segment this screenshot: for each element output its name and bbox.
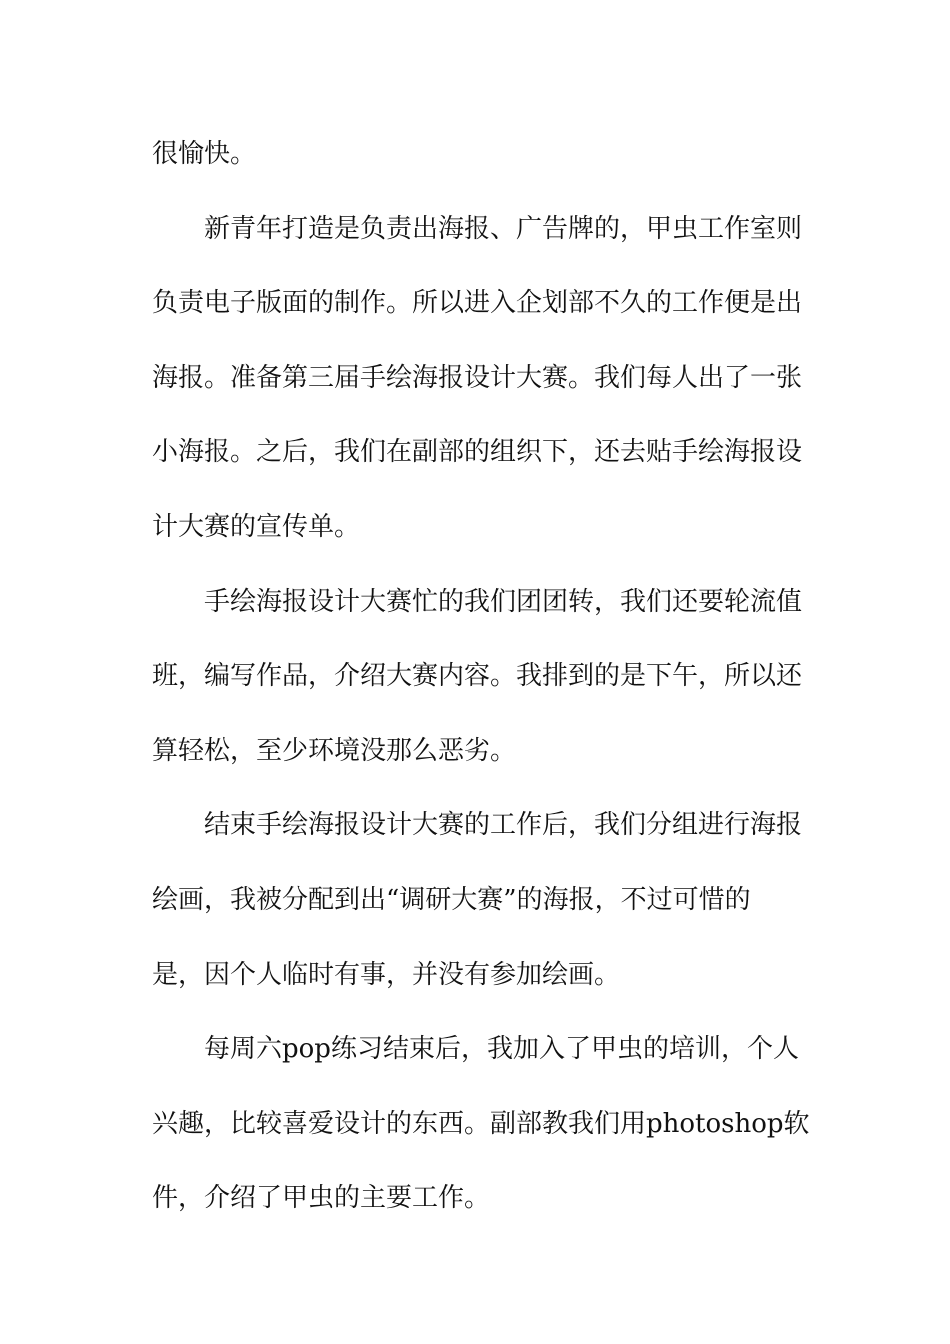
paragraph-first-line: 新青年打造是负责出海报、广告牌的，甲虫工作室则 (204, 213, 803, 244)
paragraph-first-line: 结束手绘海报设计大赛的工作后，我们分组进行海报 (204, 810, 803, 841)
text-line: 算轻松，至少环境没那么恶劣。 (152, 735, 517, 766)
text-line: 负责电子版面的制作。所以进入企划部不久的工作便是出 (152, 288, 803, 319)
paragraph-first-line: 手绘海报设计大赛忙的我们团团转，我们还要轮流值 (204, 586, 803, 617)
text-line: 兴趣，比较喜爱设计的东西。副部教我们用photoshop软 (152, 1108, 810, 1139)
text-line: 很愉快。 (152, 139, 257, 169)
body-text (152, 128, 810, 1247)
text-line: 绘画，我被分配到出“调研大赛”的海报，不过可惜的 (152, 884, 751, 915)
text-line: 小海报。之后，我们在副部的组织下，还去贴手绘海报设 (152, 437, 803, 468)
text-line: 件，介绍了甲虫的主要工作。 (152, 1183, 491, 1214)
text-line: 计大赛的宣传单。 (152, 511, 361, 542)
text-line: 海报。准备第三届手绘海报设计大赛。我们每人出了一张 (152, 362, 803, 393)
text-line: 是，因个人临时有事，并没有参加绘画。 (152, 959, 621, 990)
paragraph-first-line: 每周六pop练习结束后，我加入了甲虫的培训，个人 (204, 1034, 799, 1065)
text-line: 班，编写作品，介绍大赛内容。我排到的是下午，所以还 (152, 661, 803, 692)
